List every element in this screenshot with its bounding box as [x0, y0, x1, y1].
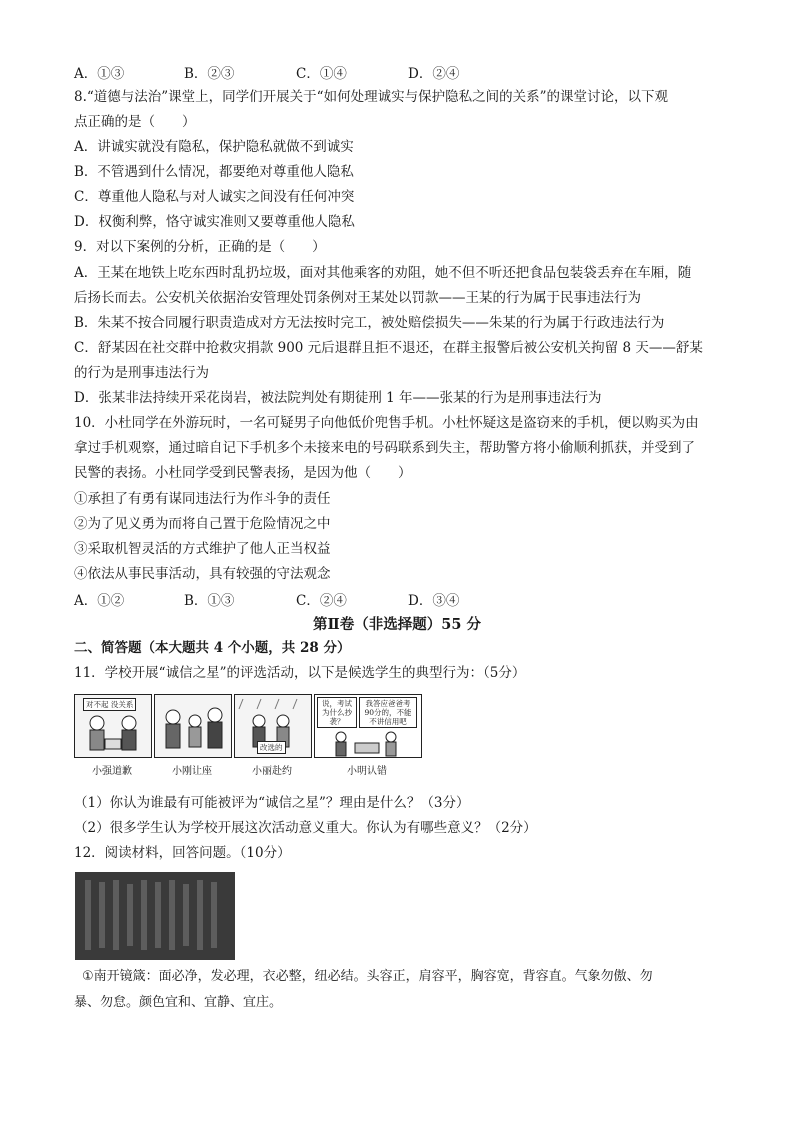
comic-caption-3: 小丽赴约 [252, 766, 292, 777]
q9-option-c-line1: C．舒某因在社交群中抢救灾捐款 900 元后退群且拒不退还，在群主报警后被公安机关拘留 8 天——舒某 [74, 340, 703, 356]
comic-sign: 改选的 [257, 741, 286, 754]
q9-option-b: B．朱某不按合同履行职责造成对方无法按时完工，被处赔偿损失——朱某的行为属于行政违法行为 [74, 315, 665, 331]
comic-caption-1: 小强道歉 [92, 766, 132, 777]
q10-statement-4: ④依法从事民事活动，具有较强的守法观念 [74, 566, 331, 582]
comic-panel-seat [154, 694, 232, 758]
q10-stem-line3: 民警的表扬。小杜同学受到民警表扬，是因为他（ ） [74, 465, 412, 481]
comic-bubble-student: 我答应爸爸考90分的，不能不讲信用吧 [359, 697, 417, 728]
q7-option-b: B．②③ [184, 66, 235, 82]
q11-comic-strip [74, 690, 424, 782]
q9-stem: 9．对以下案例的分析，正确的是（ ） [74, 239, 326, 255]
q10-options [74, 589, 674, 609]
q10-statement-1: ①承担了有勇有谋同违法行为作斗争的责任 [74, 491, 331, 507]
q10-option-c: C．②④ [296, 593, 347, 609]
q10-statement-2: ②为了见义勇为而将自己置于危险情况之中 [74, 516, 331, 532]
q11-sub1: （1）你认为谁最有可能被评为“诚信之星”？理由是什么？（3分） [74, 795, 470, 811]
q7-option-c: C．①④ [296, 66, 347, 82]
q12-material-photo [75, 872, 235, 960]
q8-stem-line1: 8.“道德与法治”课堂上，同学们开展关于“如何处理诚实与保护隐私之间的关系”的课堂讨论，以下观 [74, 89, 668, 105]
q8-option-d: D．权衡利弊，恪守诚实准则又要尊重他人隐私 [74, 214, 355, 230]
comic-caption-2: 小刚让座 [172, 766, 212, 777]
q10-statement-3: ③采取机智灵活的方式维护了他人正当权益 [74, 541, 331, 557]
q10-option-b: B．①③ [184, 593, 235, 609]
q9-option-a-line2: 后扬长而去。公安机关依据治安管理处罚条例对王某处以罚款——王某的行为属于民事违法行为 [74, 290, 641, 306]
comic-panel-apology [74, 694, 152, 758]
comic-caption-4: 小明认错 [347, 766, 387, 777]
q12-material-line2: 暴、勿怠。颜色宜和、宜静、宜庄。 [74, 995, 283, 1010]
q7-options [74, 62, 674, 82]
q9-option-d: D．张某非法持续开采花岗岩，被法院判处有期徒刑 1 年——张某的行为是刑事违法行为 [74, 390, 602, 406]
q10-option-a: A．①② [74, 593, 125, 609]
q8-option-b: B．不管遇到什么情况，都要绝对尊重他人隐私 [74, 164, 354, 180]
part2-title: 第Ⅱ卷（非选择题）55 分 [313, 616, 481, 633]
comic-panel-admit [314, 694, 422, 758]
q8-stem-line2: 点正确的是（ ） [74, 114, 196, 130]
q7-option-d: D．②④ [408, 66, 460, 82]
comic-bubble-apology: 对不起 没关系 [83, 698, 136, 711]
q10-stem-line1: 10．小杜同学在外游玩时，一名可疑男子向他低价兜售手机。小杜怀疑这是盗窃来的手机，便以购买为由 [74, 415, 699, 431]
comic-figures-seat-icon [155, 695, 231, 757]
q12-material-line1: ①南开镜箴：面必净，发必理，衣必整，纽必结。头容正，肩容平，胸容宽，背容直。气象勿傲、勿 [82, 969, 653, 984]
q11-sub2: （2）很多学生认为学校开展这次活动意义重大。你认为有哪些意义？（2分） [74, 820, 537, 836]
q8-option-a: A．讲诚实就没有隐私，保护隐私就做不到诚实 [74, 139, 354, 155]
q9-option-a-line1: A．王某在地铁上吃东西时乱扔垃圾，面对其他乘客的劝阻，她不但不听还把食品包装袋丢弃在车厢，随 [74, 265, 692, 281]
comic-bubble-teacher: 说，考试为什么抄袭？ [317, 697, 357, 728]
calligraphy-photo-icon [75, 872, 235, 960]
q8-option-c: C．尊重他人隐私与对人诚实之间没有任何冲突 [74, 189, 355, 205]
section2-title: 二、简答题（本大题共 4 个小题，共 28 分） [74, 640, 351, 656]
q12-stem: 12．阅读材料，回答问题。（10分） [74, 845, 291, 861]
q10-stem-line2: 拿过手机观察，通过暗自记下手机多个未接来电的号码联系到失主，帮助警方将小偷顺利抓获，并受到了 [74, 440, 695, 456]
q10-option-d: D．③④ [408, 593, 460, 609]
q11-stem: 11．学校开展“诚信之星”的评选活动，以下是候选学生的典型行为：（5分） [74, 665, 526, 681]
comic-panel-appointment [234, 694, 312, 758]
q9-option-c-line2: 的行为是刑事违法行为 [74, 365, 209, 381]
q7-option-a: A．①③ [74, 66, 125, 82]
